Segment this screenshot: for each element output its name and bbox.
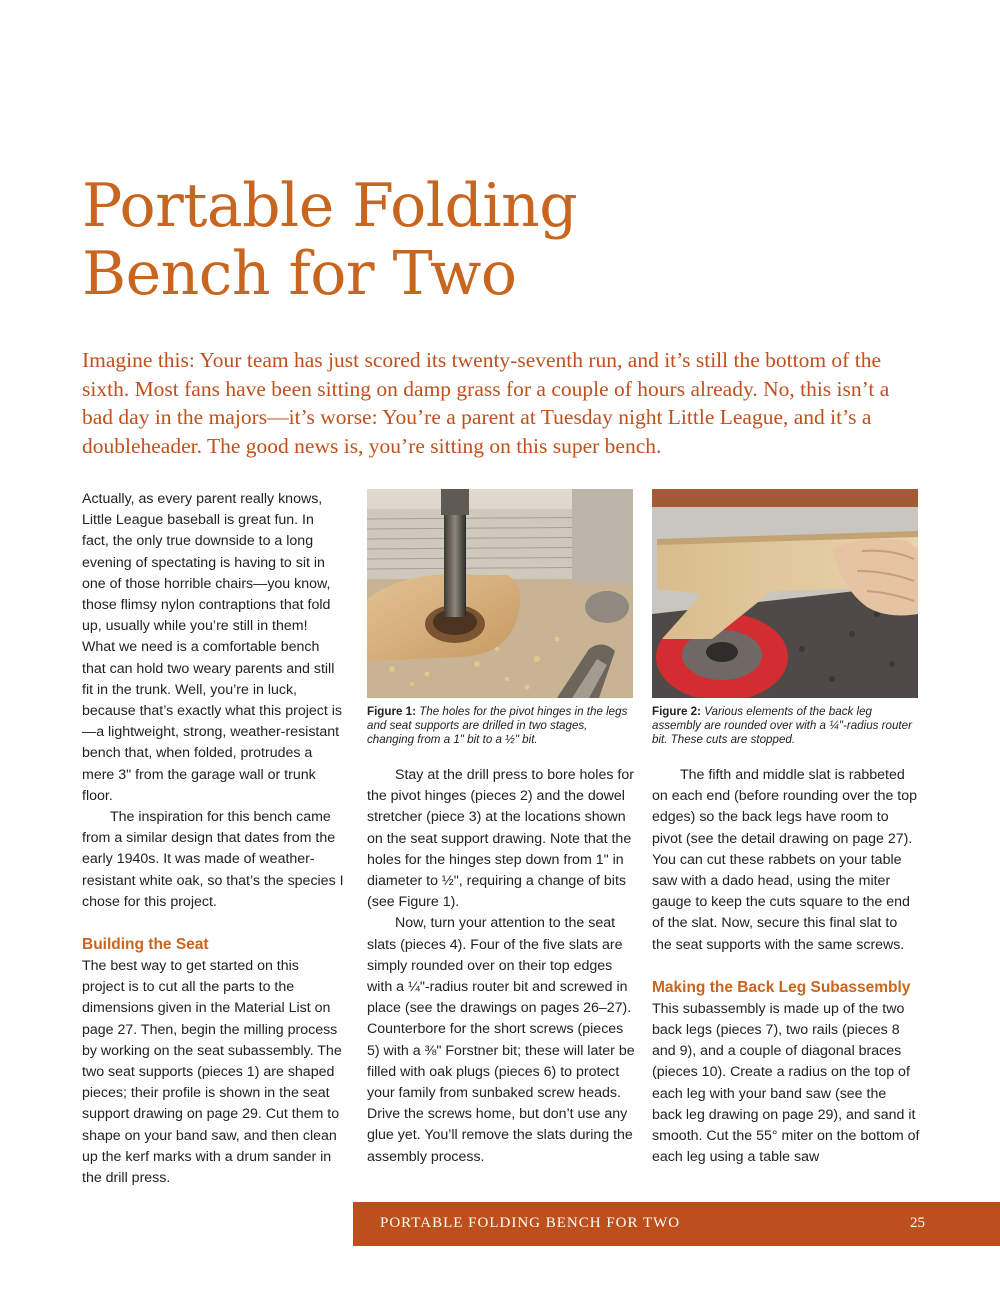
footer-title: PORTABLE FOLDING BENCH FOR TWO [380, 1215, 681, 1231]
column-3 [652, 765, 920, 1168]
col3-paragraph-1: The fifth and middle slat is rabbeted on each end (before rounding over the top edges) so the back legs have room to pivot (see the detail drawing on page 27). You can cut these rabbets on your table saw with a dado head, using the miter gauge to keep the cuts square to the end of the slat. Now, secure this final slat to the seat supports with the same screws. [652, 767, 918, 953]
col1-paragraph-2: The inspiration for this bench came from a similar design that dates from the early 1940s. It was made of weather-resistant white oak, so that’s the species I chose for this project. [82, 809, 344, 910]
title-line-1: Portable Folding [82, 171, 578, 241]
page-footer [353, 1202, 1000, 1246]
col2-paragraph-1: Stay at the drill press to bore holes for the pivot hinges (pieces 2) and the dowel stretcher (piece 3) at the locations shown on the seat support drawing. Note that the holes for the hinges step down from 1" in diameter to ½", requiring a change of bits (see Figure 1). [367, 767, 634, 911]
col3-paragraph-2: This subassembly is made up of the two back legs (pieces 7), two rails (pieces 8 and 9), and a couple of diagonal braces (pieces 10). Create a radius on the top of each leg with your band saw (see the back leg drawing on page 29), and sand it smooth. Cut the 55° miter on the bottom of each leg using a table saw [652, 1000, 920, 1166]
figure-1-photo [367, 489, 633, 698]
column-1 [82, 489, 344, 1189]
figure-2-caption [652, 705, 918, 747]
title-line-2: Bench for Two [82, 239, 517, 309]
figure-1-caption [367, 705, 633, 747]
figure-2-photo [652, 489, 918, 698]
col1-paragraph-3: The best way to get started on this project is to cut all the parts to the dimensions given in the Material List on page 27. Then, begin the milling process by working on the seat subassembly. The two seat supports (pieces 1) are shaped pieces; their profile is shown in the seat support drawing on page 29. Cut them to shape on your band saw, and then clean up the kerf marks with a drum sander in the drill press. [82, 958, 342, 1187]
figure-2-text: Various elements of the back leg assembly are rounded over with a ¼"-radius router bit. These cuts are stopped. [652, 705, 912, 746]
column-2 [367, 765, 635, 1168]
col1-paragraph-1: Actually, as every parent really knows, Little League baseball is great fun. In fact, the only true downside to a long evening of spectating is having to sit in one of those horrible chairs—you know, those flimsy nylon contraptions that fold up, usually while you’re still in them! What we need is a comfortable bench that can hold two weary parents and still fit in the trunk. Well, you’re in luck, because that’s exactly what this project is—a lightweight, strong, weather-resistant bench that, when folded, protrudes a mere 3" from the garage wall or trunk floor. [82, 491, 342, 804]
intro-paragraph: Imagine this: Your team has just scored its twenty-seventh run, and it’s still the bottom of the sixth. Most fans have been sitting on damp grass for a couple of hours already. No, this isn’t a bad day in the majors—it’s worse: You’re a parent at Tuesday night Little League, and it’s a doubleheader. The good news is, you’re sitting on this super bench. [82, 348, 890, 458]
figure-1-label: Figure 1: [367, 705, 416, 718]
page-number: 25 [910, 1215, 925, 1231]
figure-2-label: Figure 2: [652, 705, 701, 718]
section-heading-back-leg: Making the Back Leg Subassembly [652, 978, 911, 996]
page-title [82, 172, 577, 308]
section-heading-building-seat: Building the Seat [82, 936, 209, 954]
col2-paragraph-2: Now, turn your attention to the seat slats (pieces 4). Four of the five slats are simply rounded over on their top edges with a ¼"-radius router bit and screwed in place (see the drawings on pages 26–27). Counterbore for the short screws (pieces 5) with a ⅜" Forstner bit; these will later be filled with oak plugs (pieces 6) to protect your family from sunbaked screw heads. Drive the screws home, but don’t use any glue yet. You’ll remove the slats during the assembly process. [367, 915, 635, 1165]
figure-1-text: The holes for the pivot hinges in the legs and seat supports are drilled in two stages, changing from a 1" bit to a ½" bit. [367, 705, 628, 746]
